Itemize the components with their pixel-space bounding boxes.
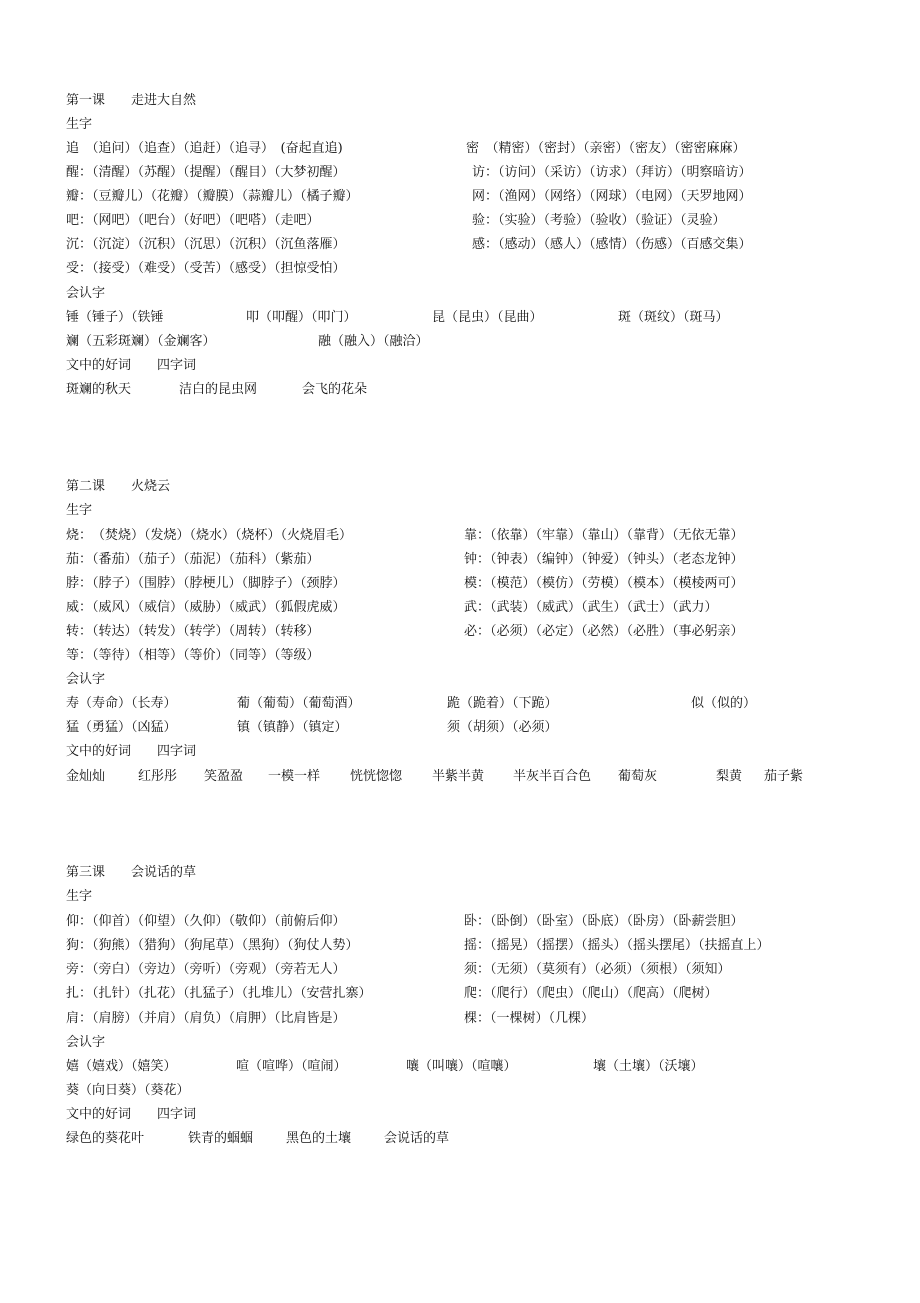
lesson-title: 第二课 火烧云	[66, 479, 171, 494]
new-char-row: 卧：（卧倒）（卧室）（卧底）（卧房）（卧薪尝胆）	[464, 914, 744, 929]
new-char-row: 感：（感动）（感人）（感情）（伤感）（百感交集）	[472, 237, 752, 252]
good-word: 会飞的花朵	[302, 382, 368, 397]
recognize-item: 葵（向日葵）（葵花）	[66, 1083, 190, 1098]
new-char-row: 肩：（肩膀）（并肩）（肩负）（肩胛）（比肩皆是）	[66, 1011, 346, 1026]
recognize-item: 融（融入）（融洽）	[318, 334, 429, 349]
recognize-item: 叩（叩醒）（叩门）	[246, 310, 357, 325]
section-heading-good-words: 文中的好词 四字词	[66, 744, 197, 759]
new-char-row: 烧： （焚烧）（发烧）（烧水）（烧杯）（火烧眉毛）	[66, 528, 353, 543]
new-char-row: 瓣：（豆瓣儿）（花瓣）（瓣膜）（蒜瓣儿）（橘子瓣）	[66, 189, 359, 204]
new-char-row: 模：（模范）（模仿）（劳模）（模本）（模棱两可）	[464, 576, 744, 591]
good-word: 茄子紫	[764, 769, 804, 784]
new-char-row: 醒：（清醒）（苏醒）（提醒）（醒目）（大梦初醒）	[66, 165, 346, 180]
recognize-item: 锤（锤子）（铁锤	[66, 310, 164, 325]
recognize-item: 猛（勇猛）（凶猛）	[66, 720, 177, 735]
recognize-item: 喧（喧哗）（喧闹）	[236, 1059, 347, 1074]
section-heading-recognize: 会认字	[66, 672, 106, 687]
new-char-row: 验：（实验）（考验）（验收）（验证）（灵验）	[472, 213, 726, 228]
good-word: 红彤彤	[138, 769, 178, 784]
new-char-row: 网：（渔网）（网络）（网球）（电网）（天罗地网）	[472, 189, 752, 204]
recognize-item: 斓（五彩斑斓）（金斓客）	[66, 334, 216, 349]
section-heading-good-words: 文中的好词 四字词	[66, 1107, 197, 1122]
section-heading-recognize: 会认字	[66, 1035, 106, 1050]
section-heading-new-chars: 生字	[66, 889, 93, 904]
new-char-row: 棵：（一棵树）（几棵）	[464, 1011, 595, 1026]
good-word: 铁青的蝈蝈	[188, 1131, 254, 1146]
new-char-row: 须：（无须）（莫须有）（必须）（须根）（须知）	[464, 962, 731, 977]
lesson-title: 第一课 走进大自然	[66, 93, 197, 108]
new-char-row: 脖：（脖子）（围脖）（脖梗儿）（脚脖子）（颈脖）	[66, 576, 346, 591]
new-char-row: 扎：（扎针）（扎花）（扎猛子）（扎堆儿）（安营扎寨）	[66, 986, 372, 1001]
lesson-title: 第三课 会说话的草	[66, 865, 197, 880]
new-char-row: 靠：（依靠）（牢靠）（靠山）（靠背）（无依无靠）	[464, 528, 744, 543]
good-word: 半灰半百合色	[513, 769, 592, 784]
recognize-item: 镇（镇静）（镇定）	[237, 720, 348, 735]
new-char-row: 爬：（爬行）（爬虫）（爬山）（爬高）（爬树）	[464, 986, 718, 1001]
recognize-item: 葡（葡萄）（葡萄酒）	[237, 696, 361, 711]
new-char-row: 访：（访问）（采访）（访求）（拜访）（明察暗访）	[472, 165, 752, 180]
new-char-row: 茄：（番茄）（茄子）（茄泥）（茄科）（紫茄）	[66, 552, 320, 567]
new-char-row: 仰：（仰首）（仰望）（久仰）（敬仰）（前俯后仰）	[66, 914, 346, 929]
new-char-row: 钟：（钟表）（编钟）（钟爱）（钟头）（老态龙钟）	[464, 552, 744, 567]
new-char-row: 追 （追问）（追查）（追赶）（追寻） (奋起直追)	[66, 141, 343, 156]
good-word: 葡萄灰	[618, 769, 658, 784]
good-word: 梨黄	[716, 769, 743, 784]
good-word: 一模一样	[268, 769, 321, 784]
section-heading-new-chars: 生字	[66, 117, 93, 132]
recognize-item: 昆（昆虫）（昆曲）	[432, 310, 543, 325]
new-char-row: 威：（威风）（威信）（威胁）（威武）（狐假虎威）	[66, 600, 346, 615]
recognize-item: 嬉（嬉戏）（嬉笑）	[66, 1059, 177, 1074]
new-char-row: 旁：（旁白）（旁边）（旁听）（旁观）（旁若无人）	[66, 962, 346, 977]
new-char-row: 转：（转达）（转发）（转学）（周转）（转移）	[66, 624, 320, 639]
new-char-row: 摇：（摇晃）（摇摆）（摇头）（摇头摆尾）（扶摇直上）	[464, 938, 770, 953]
good-word: 斑斓的秋天	[66, 382, 132, 397]
good-word: 黑色的土壤	[286, 1131, 352, 1146]
new-char-row: 沉：（沉淀）（沉积）（沉思）（沉积）（沉鱼落雁）	[66, 237, 346, 252]
new-char-row: 密 （精密）（密封）（亲密）（密友）（密密麻麻）	[466, 141, 746, 156]
section-heading-good-words: 文中的好词 四字词	[66, 358, 197, 373]
good-word: 洁白的昆虫网	[179, 382, 258, 397]
new-char-row: 吧：（网吧）（吧台）（好吧）（吧嗒）（走吧）	[66, 213, 320, 228]
new-char-row: 受：（接受）（难受）（受苦）（感受）（担惊受怕）	[66, 261, 346, 276]
new-char-row: 必：（必须）（必定）（必然）（必胜）（事必躬亲）	[464, 624, 744, 639]
recognize-item: 壤（土壤）（沃壤）	[593, 1059, 704, 1074]
recognize-item: 须（胡须）（必须）	[447, 720, 558, 735]
good-word: 恍恍惚惚	[350, 769, 403, 784]
good-word: 会说话的草	[384, 1131, 450, 1146]
recognize-item: 斑（斑纹）（斑马）	[618, 310, 729, 325]
good-word: 笑盈盈	[204, 769, 244, 784]
recognize-item: 跪（跪着）（下跪）	[447, 696, 558, 711]
section-heading-new-chars: 生字	[66, 503, 93, 518]
good-word: 金灿灿	[66, 769, 106, 784]
new-char-row: 等：（等待）（相等）（等价）（同等）（等级）	[66, 648, 320, 663]
recognize-item: 寿（寿命）（长寿）	[66, 696, 177, 711]
new-char-row: 武：（武装）（威武）（武生）（武士）（武力）	[464, 600, 718, 615]
section-heading-recognize: 会认字	[66, 286, 106, 301]
new-char-row: 狗：（狗熊）（猎狗）（狗尾草）（黑狗）（狗仗人势）	[66, 938, 359, 953]
recognize-item: 似（似的）	[691, 696, 757, 711]
recognize-item: 嚷（叫嚷）（喧嚷）	[406, 1059, 517, 1074]
good-word: 绿色的葵花叶	[66, 1131, 145, 1146]
good-word: 半紫半黄	[432, 769, 485, 784]
